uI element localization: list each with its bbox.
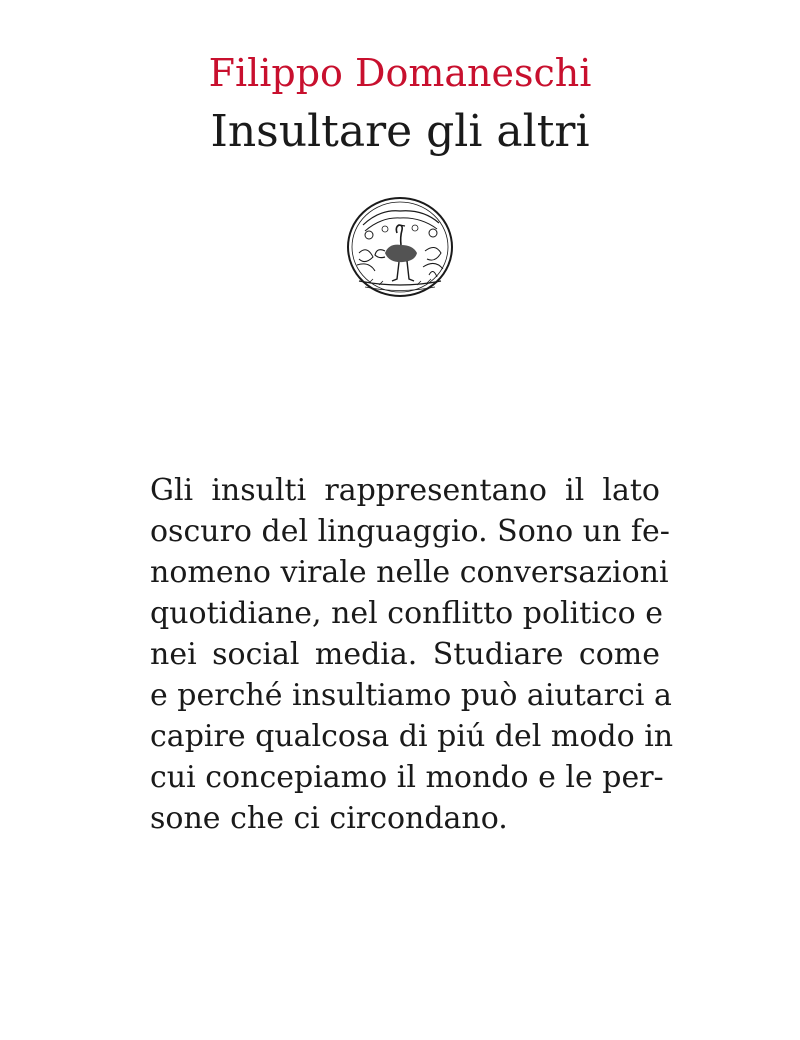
blurb-line: oscuro del linguaggio. Sono un fe- — [150, 514, 670, 549]
blurb-line: Gli insulti rappresentano il lato — [150, 473, 660, 508]
blurb-line: nomeno virale nelle conversazioni — [150, 555, 669, 590]
blurb-line: sone che ci circondano. — [150, 801, 508, 836]
blurb-text — [150, 470, 674, 839]
ostrich-emblem-icon — [345, 195, 455, 299]
blurb-line: quotidiane, nel conflitto politico e — [150, 596, 664, 631]
book-title: Insultare gli altri — [210, 106, 590, 157]
author-name: Filippo Domaneschi — [208, 51, 592, 95]
blurb-line: capire qualcosa di piú del modo in — [150, 719, 674, 754]
blurb-line: e perché insultiamo può aiutarci a — [150, 678, 672, 713]
blurb-line: nei social media. Studiare come — [150, 637, 660, 672]
blurb-line: cui concepiamo il mondo e le per- — [150, 760, 664, 795]
